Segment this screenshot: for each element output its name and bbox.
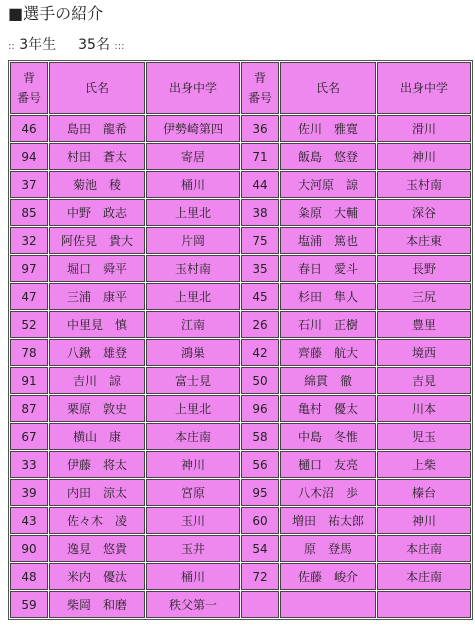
player-name: 杉田 隼人 xyxy=(280,283,376,310)
player-school: 榛台 xyxy=(377,479,471,506)
table-row xyxy=(10,451,471,478)
player-number: 37 xyxy=(10,171,48,198)
table-header-row xyxy=(10,62,471,114)
player-number: 72 xyxy=(241,563,279,590)
player-school: 桶川 xyxy=(146,171,240,198)
table-row xyxy=(10,143,471,170)
player-number: 32 xyxy=(10,227,48,254)
player-name xyxy=(280,591,376,618)
player-number: 59 xyxy=(10,591,48,618)
player-number: 90 xyxy=(10,535,48,562)
player-name: 塩浦 篤也 xyxy=(280,227,376,254)
header-number: 背 番号 xyxy=(241,62,279,114)
player-name: 村田 蒼太 xyxy=(49,143,145,170)
table-row xyxy=(10,535,471,562)
player-number: 94 xyxy=(10,143,48,170)
player-name: 粂原 大輔 xyxy=(280,199,376,226)
player-name: 石川 正樹 xyxy=(280,311,376,338)
player-name: 亀村 優太 xyxy=(280,395,376,422)
player-school: 富士見 xyxy=(146,367,240,394)
player-school: 川本 xyxy=(377,395,471,422)
player-number: 58 xyxy=(241,423,279,450)
player-name: 八木沼 歩 xyxy=(280,479,376,506)
player-number: 39 xyxy=(10,479,48,506)
player-number: 26 xyxy=(241,311,279,338)
player-name: 八鍬 雄登 xyxy=(49,339,145,366)
table-row xyxy=(10,395,471,422)
player-count: 35名 xyxy=(78,37,110,53)
player-school: 上里北 xyxy=(146,199,240,226)
header-school: 出身中学 xyxy=(146,62,240,114)
header-name: 氏名 xyxy=(280,62,376,114)
table-row xyxy=(10,367,471,394)
player-school: 桶川 xyxy=(146,563,240,590)
player-name: 増田 祐太郎 xyxy=(280,507,376,534)
player-number: 96 xyxy=(241,395,279,422)
player-number: 48 xyxy=(10,563,48,590)
player-number: 45 xyxy=(241,283,279,310)
player-name: 阿佐見 貴大 xyxy=(49,227,145,254)
player-school: 片岡 xyxy=(146,227,240,254)
player-school: 神川 xyxy=(377,143,471,170)
player-number: 46 xyxy=(10,115,48,142)
player-name: 佐々木 凌 xyxy=(49,507,145,534)
grade-label: 3年生 xyxy=(19,37,57,53)
player-school: 豊里 xyxy=(377,311,471,338)
table-row xyxy=(10,255,471,282)
page-title: ■選手の紹介 xyxy=(8,4,104,23)
player-school: 本庄南 xyxy=(377,535,471,562)
grade-heading xyxy=(8,36,125,56)
player-number: 35 xyxy=(241,255,279,282)
table-row xyxy=(10,591,471,618)
table-row xyxy=(10,311,471,338)
player-name: 綿貫 徹 xyxy=(280,367,376,394)
player-school: 玉村南 xyxy=(146,255,240,282)
player-school: 神川 xyxy=(146,451,240,478)
player-number: 36 xyxy=(241,115,279,142)
player-school: 児玉 xyxy=(377,423,471,450)
player-school: 滑川 xyxy=(377,115,471,142)
header-number: 背 番号 xyxy=(10,62,48,114)
player-number xyxy=(241,591,279,618)
heading-deco-left: :: xyxy=(8,41,15,52)
player-number: 38 xyxy=(241,199,279,226)
header-name: 氏名 xyxy=(49,62,145,114)
table-row xyxy=(10,423,471,450)
player-name: 伊藤 将太 xyxy=(49,451,145,478)
player-number: 87 xyxy=(10,395,48,422)
player-number: 54 xyxy=(241,535,279,562)
player-school: 玉井 xyxy=(146,535,240,562)
player-number: 97 xyxy=(10,255,48,282)
player-name: 中里見 慎 xyxy=(49,311,145,338)
player-school: 伊勢崎第四 xyxy=(146,115,240,142)
player-school: 深谷 xyxy=(377,199,471,226)
player-number: 50 xyxy=(241,367,279,394)
player-school: 寄居 xyxy=(146,143,240,170)
player-school: 鴻巣 xyxy=(146,339,240,366)
player-name: 佐川 雅寛 xyxy=(280,115,376,142)
player-name: 逸見 悠貴 xyxy=(49,535,145,562)
table-row xyxy=(10,283,471,310)
player-name: 原 登馬 xyxy=(280,535,376,562)
player-school: 江南 xyxy=(146,311,240,338)
player-number: 95 xyxy=(241,479,279,506)
player-number: 43 xyxy=(10,507,48,534)
player-name: 中野 政志 xyxy=(49,199,145,226)
player-name: 吉川 諒 xyxy=(49,367,145,394)
player-school: 神川 xyxy=(377,507,471,534)
player-number: 47 xyxy=(10,283,48,310)
player-name: 中島 冬惟 xyxy=(280,423,376,450)
player-name: 飯島 悠登 xyxy=(280,143,376,170)
player-name: 横山 康 xyxy=(49,423,145,450)
player-school: 吉見 xyxy=(377,367,471,394)
table-row xyxy=(10,115,471,142)
player-school: 宮原 xyxy=(146,479,240,506)
player-school: 長野 xyxy=(377,255,471,282)
player-school: 上柴 xyxy=(377,451,471,478)
player-school: 本庄南 xyxy=(146,423,240,450)
player-number: 52 xyxy=(10,311,48,338)
player-school: 玉川 xyxy=(146,507,240,534)
player-number: 42 xyxy=(241,339,279,366)
player-school: 上里北 xyxy=(146,283,240,310)
player-number: 67 xyxy=(10,423,48,450)
table-row xyxy=(10,171,471,198)
player-number: 91 xyxy=(10,367,48,394)
player-school: 上里北 xyxy=(146,395,240,422)
player-name: 佐藤 峻介 xyxy=(280,563,376,590)
table-row xyxy=(10,479,471,506)
player-school xyxy=(377,591,471,618)
player-number: 56 xyxy=(241,451,279,478)
player-name: 齊藤 航大 xyxy=(280,339,376,366)
player-number: 71 xyxy=(241,143,279,170)
player-name: 柴岡 和磨 xyxy=(49,591,145,618)
player-number: 78 xyxy=(10,339,48,366)
table-row xyxy=(10,507,471,534)
player-name: 大河原 諒 xyxy=(280,171,376,198)
player-number: 85 xyxy=(10,199,48,226)
player-school: 秩父第一 xyxy=(146,591,240,618)
player-roster-table xyxy=(8,60,473,620)
player-number: 75 xyxy=(241,227,279,254)
player-name: 三浦 康平 xyxy=(49,283,145,310)
table-row xyxy=(10,563,471,590)
player-name: 樋口 友亮 xyxy=(280,451,376,478)
table-row xyxy=(10,199,471,226)
player-number: 33 xyxy=(10,451,48,478)
player-number: 44 xyxy=(241,171,279,198)
player-school: 本庄南 xyxy=(377,563,471,590)
player-school: 境西 xyxy=(377,339,471,366)
player-name: 内田 涼太 xyxy=(49,479,145,506)
player-name: 堀口 舜平 xyxy=(49,255,145,282)
player-name: 米内 優汰 xyxy=(49,563,145,590)
player-name: 春日 愛斗 xyxy=(280,255,376,282)
player-name: 菊池 稜 xyxy=(49,171,145,198)
player-name: 島田 龍希 xyxy=(49,115,145,142)
player-school: 玉村南 xyxy=(377,171,471,198)
table-row xyxy=(10,339,471,366)
player-school: 本庄東 xyxy=(377,227,471,254)
player-number: 60 xyxy=(241,507,279,534)
table-row xyxy=(10,227,471,254)
heading-deco-right: ::: xyxy=(114,41,125,52)
player-school: 三尻 xyxy=(377,283,471,310)
player-name: 栗原 敦史 xyxy=(49,395,145,422)
header-school: 出身中学 xyxy=(377,62,471,114)
